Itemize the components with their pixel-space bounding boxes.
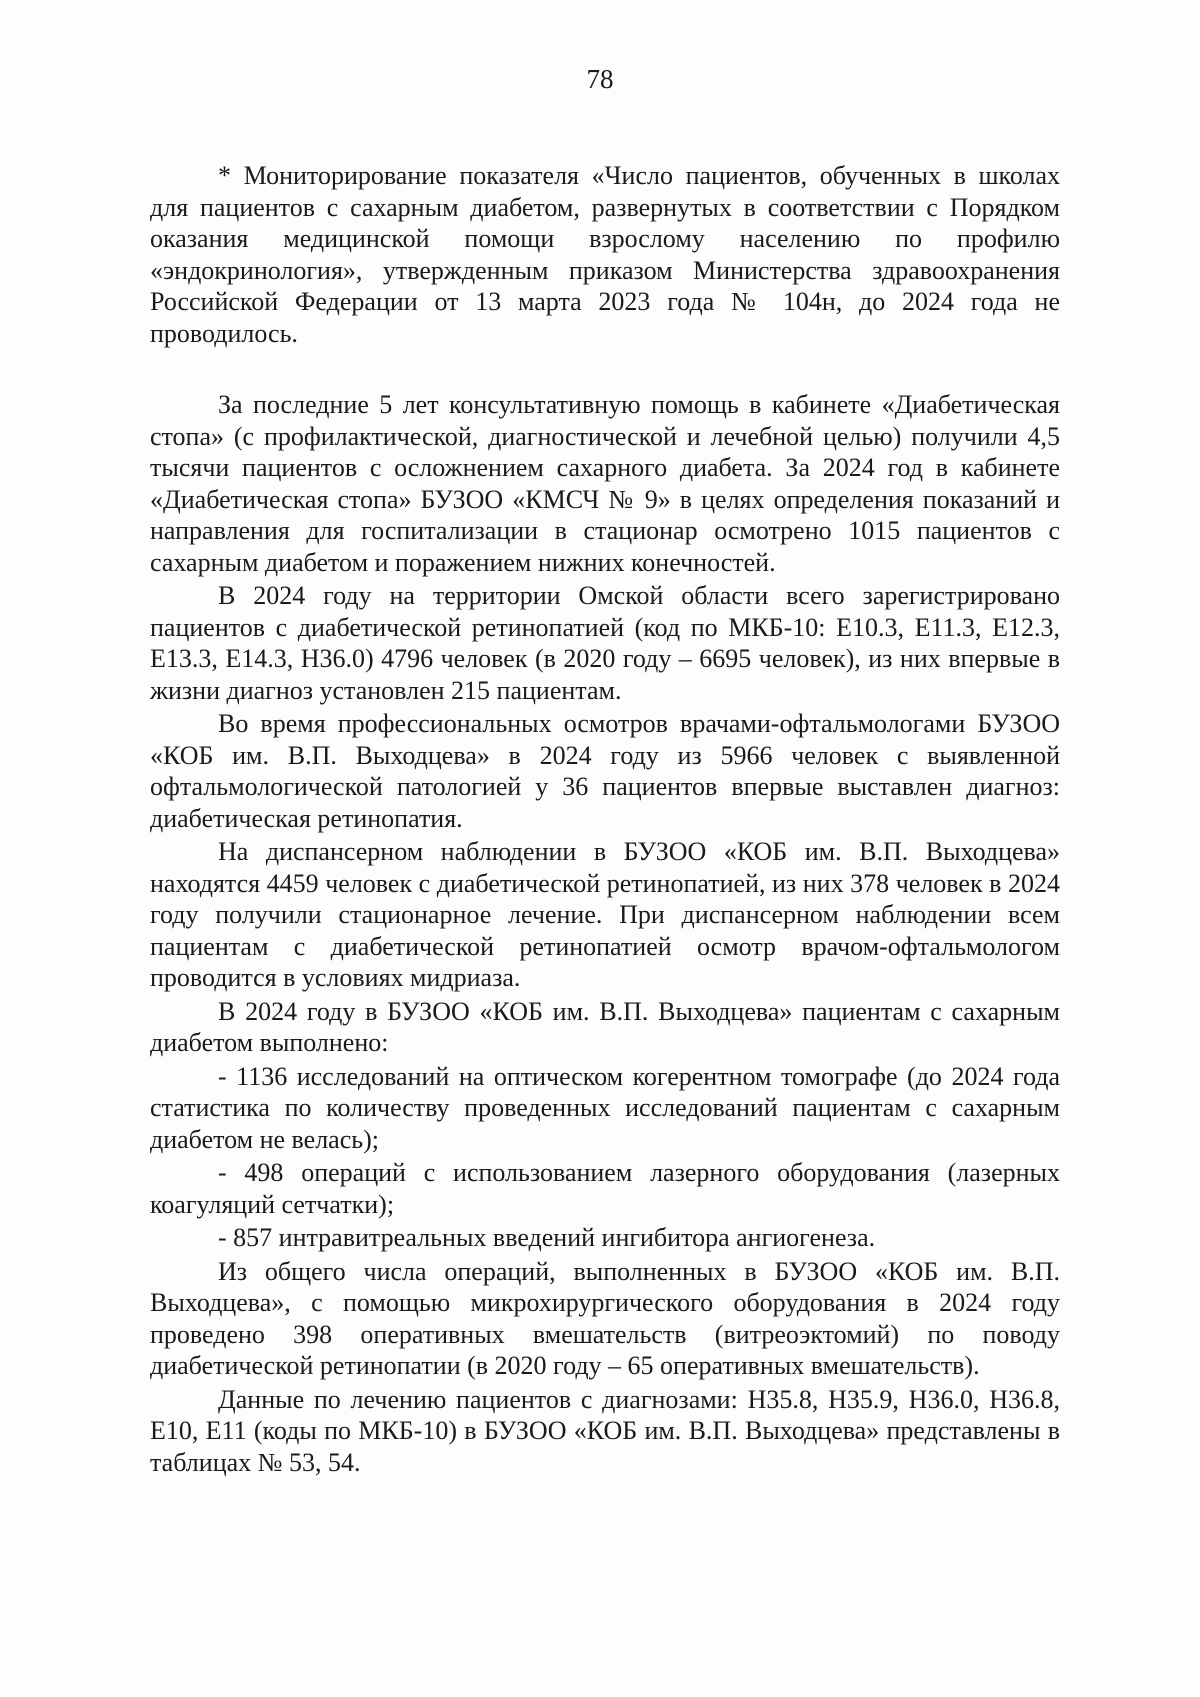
paragraph-retinopathy-registered: В 2024 году на территории Омской области всего зарегистрировано пациентов с диабетической ретинопатией (код по МКБ-10: E10.3, E11.3, E12.3, E13.3, E14.3, H36.0) 4796 человек (в 2020 году – 6695 человек), из них впервые в жизни диагноз установлен 215 пациентам. <box>150 581 1060 705</box>
list-item-laser-operations: - 498 операций с использованием лазерного оборудования (лазерных коагуляций сетчатки); <box>150 1158 1060 1219</box>
list-item-oct-studies: - 1136 исследований на оптическом когерентном томографе (до 2024 года статистика по количеству проведенных исследований пациентам с сахарным диабетом не велась); <box>150 1061 1060 1154</box>
paragraph-tables-reference: Данные по лечению пациентов с диагнозами: H35.8, H35.9, H36.0, H36.8, E10, E11 (коды по МКБ-10) в БУЗОО «КОБ им. В.П. Выходцева» представлены в таблицах № 53, 54. <box>150 1384 1060 1477</box>
paragraph-dispensary-observation: На диспансерном наблюдении в БУЗОО «КОБ им. В.П. Выходцева» находятся 4459 человек с диабетической ретинопатией, из них 378 человек в 2024 году получили стационарное лечение. При диспансерном наблюдении всем пациентам с диабетической ретинопатией осмотр врачом-офтальмологом проводится в условиях мидриаза. <box>150 837 1060 992</box>
paragraph-procedures-intro: В 2024 году в БУЗОО «КОБ им. В.П. Выходцева» пациентам с сахарным диабетом выполнено: <box>150 996 1060 1057</box>
paragraph-professional-exams: Во время профессиональных осмотров врачами-офтальмологами БУЗОО «КОБ им. В.П. Выходцева» в 2024 году из 5966 человек с выявленной офтальмологической патологией у 36 пациентов впервые выставлен диагноз: диабетическая ретинопатия. <box>150 709 1060 833</box>
paragraph-diabetic-foot: За последние 5 лет консультативную помощь в кабинете «Диабетическая стопа» (с профилактической, диагностической и лечебной целью) получили 4,5 тысячи пациентов с осложнением сахарного диабета. За 2024 год в кабинете «Диабетическая стопа» БУЗОО «КМСЧ № 9» в целях определения показаний и направления для госпитализации в стационар осмотрено 1015 пациентов с сахарным диабетом и поражением нижних конечностей. <box>150 390 1060 577</box>
paragraph-vitrectomies: Из общего числа операций, выполненных в БУЗОО «КОБ им. В.П. Выходцева», с помощью микрохирургического оборудования в 2024 году проведено 398 оперативных вмешательств (витреоэктомий) по поводу диабетической ретинопатии (в 2020 году – 65 оперативных вмешательств). <box>150 1256 1060 1380</box>
list-item-intravitreal-injections: - 857 интравитреальных введений ингибитора ангиогенеза. <box>218 1223 876 1252</box>
footnote: * Мониторирование показателя «Число пациентов, обученных в школах для пациентов с сахарным диабетом, развернутых в соответствии с Порядком оказания медицинской помощи взрослому населению по профилю «эндокринология», утвержденным приказом Министерства здравоохранения Российской Федерации от 13 марта 2023 года № 104н, до 2024 года не проводилось. <box>150 161 1060 348</box>
document-body <box>150 160 1060 1478</box>
page-number: 78 <box>586 64 614 94</box>
